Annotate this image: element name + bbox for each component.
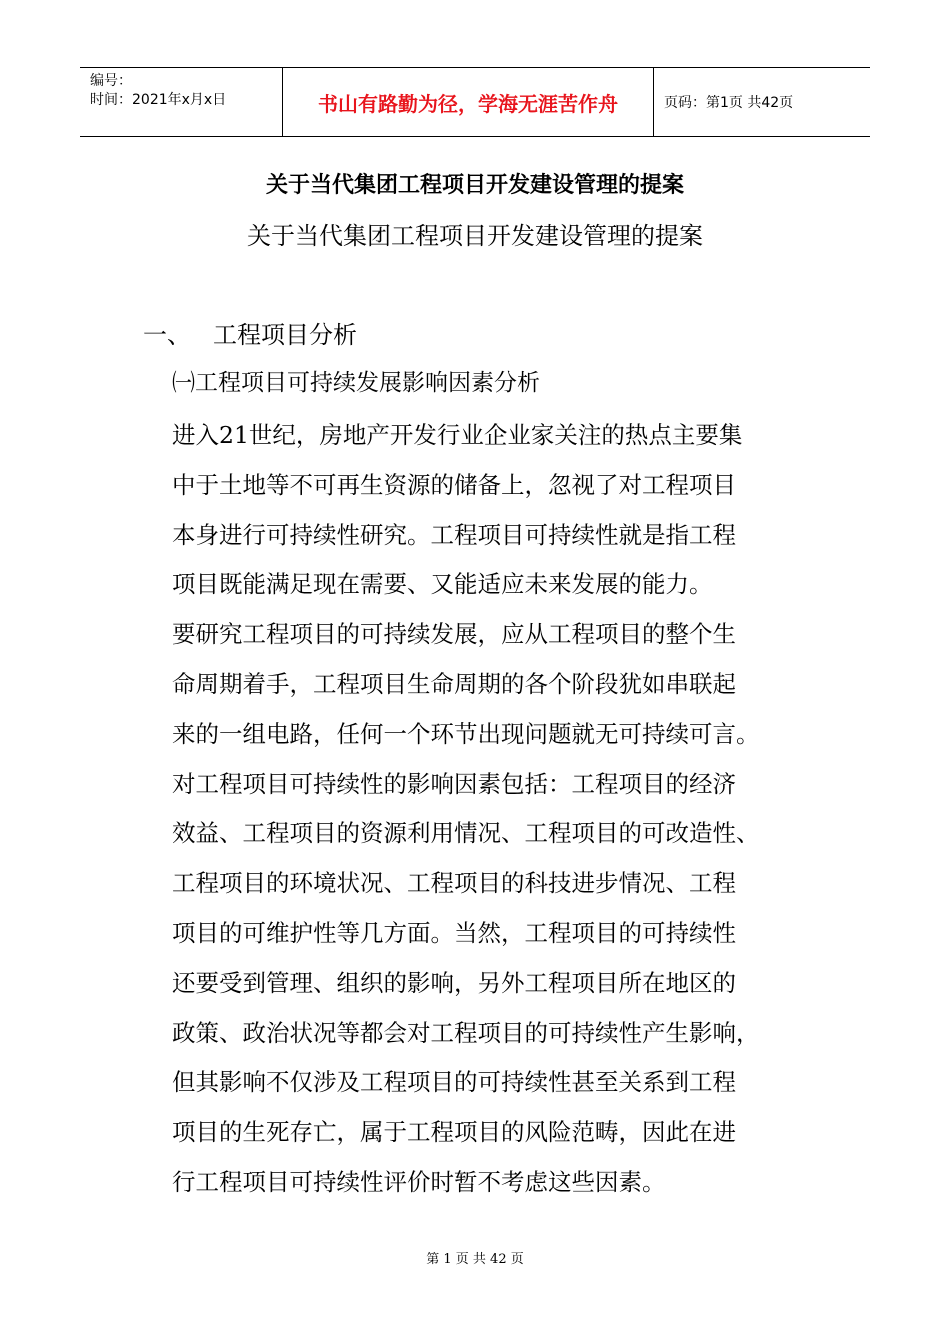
header-meta [80, 68, 282, 136]
body-text [172, 411, 812, 1208]
body-line: 工程项目的环境状况、工程项目的科技进步情况、工程 [172, 869, 736, 898]
body-line: 进入21世纪，房地产开发行业企业家关注的热点主要集 [172, 421, 743, 449]
section-title: 工程项目分析 [213, 321, 357, 349]
body-line: 本身进行可持续性研究。工程项目可持续性就是指工程 [172, 520, 736, 549]
body-line: 还要受到管理、组织的影响，另外工程项目所在地区的 [172, 968, 736, 997]
document-header [80, 67, 870, 137]
document-time-label: 时间：2021年x月x日 [90, 92, 227, 108]
subsection-heading: ㈠工程项目可持续发展影响因素分析 [172, 370, 540, 396]
body-line: 效益、工程项目的资源利用情况、工程项目的可改造性、 [172, 819, 760, 848]
section-number: 一、 [143, 321, 191, 349]
header-motto: 书山有路勤为径，学海无涯苦作舟 [282, 68, 654, 136]
body-line: 项目既能满足现在需要、又能适应未来发展的能力。 [172, 570, 713, 599]
document-title: 关于当代集团工程项目开发建设管理的提案 [247, 222, 703, 250]
section-heading [143, 315, 357, 350]
page-footer: 第 1 页 共 42 页 [426, 1252, 524, 1267]
body-line: 对工程项目可持续性的影响因素包括：工程项目的经济 [172, 769, 736, 798]
body-line: 来的一组电路，任何一个环节出现问题就无可持续可言。 [172, 719, 760, 748]
body-line: 中于土地等不可再生资源的储备上，忽视了对工程项目 [172, 470, 736, 499]
body-line: 项目的生死存亡，属于工程项目的风险范畴，因此在进 [172, 1118, 736, 1147]
body-line: 要研究工程项目的可持续发展，应从工程项目的整个生 [172, 620, 736, 649]
body-line: 项目的可维护性等几方面。当然，工程项目的可持续性 [172, 918, 736, 947]
body-line: 但其影响不仅涉及工程项目的可持续性甚至关系到工程 [172, 1068, 736, 1097]
header-page-info: 页码：第1页 共42页 [664, 95, 794, 111]
body-line: 行工程项目可持续性评价时暂不考虑这些因素。 [172, 1167, 666, 1196]
body-line: 政策、政治状况等都会对工程项目的可持续性产生影响， [172, 1018, 760, 1047]
body-line: 命周期着手，工程项目生命周期的各个阶段犹如串联起 [172, 669, 736, 698]
document-number-label: 编号： [90, 73, 132, 89]
document-title-bold: 关于当代集团工程项目开发建设管理的提案 [265, 173, 684, 198]
